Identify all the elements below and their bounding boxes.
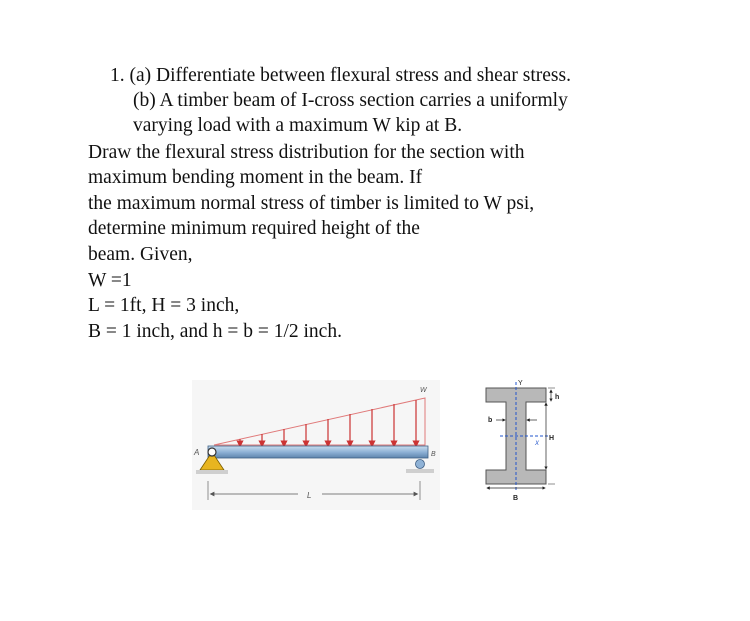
label-load: W bbox=[420, 387, 427, 394]
label-length: L bbox=[307, 491, 312, 500]
question-line-6: the maximum normal stress of timber is limited to W psi, bbox=[88, 193, 535, 214]
question-line-4: Draw the flexural stress distribution for the section with bbox=[88, 142, 525, 163]
label-y: Y bbox=[518, 380, 523, 387]
label-B: B bbox=[513, 495, 519, 502]
question-line-10: L = 1ft, H = 3 inch, bbox=[88, 295, 240, 316]
label-right-support: B bbox=[431, 451, 436, 458]
question-line-7: determine minimum required height of the bbox=[88, 218, 420, 239]
question-line-1: 1. (a) Differentiate between flexural stress and shear stress. bbox=[110, 65, 571, 86]
question-line-8: beam. Given, bbox=[88, 244, 193, 265]
question-line-2: (b) A timber beam of I-cross section carries a uniformly bbox=[133, 90, 568, 111]
label-x: X bbox=[535, 441, 540, 447]
label-h: h bbox=[555, 394, 560, 401]
question-line-5: maximum bending moment in the beam. If bbox=[88, 167, 423, 188]
question-line-11: B = 1 inch, and h = b = 1/2 inch. bbox=[88, 321, 342, 342]
label-left-support: A bbox=[194, 448, 200, 457]
question-line-9: W =1 bbox=[88, 270, 132, 291]
question-line-3: varying load with a maximum W kip at B. bbox=[133, 115, 463, 136]
label-b: b bbox=[488, 417, 493, 424]
label-H: H bbox=[549, 435, 555, 442]
